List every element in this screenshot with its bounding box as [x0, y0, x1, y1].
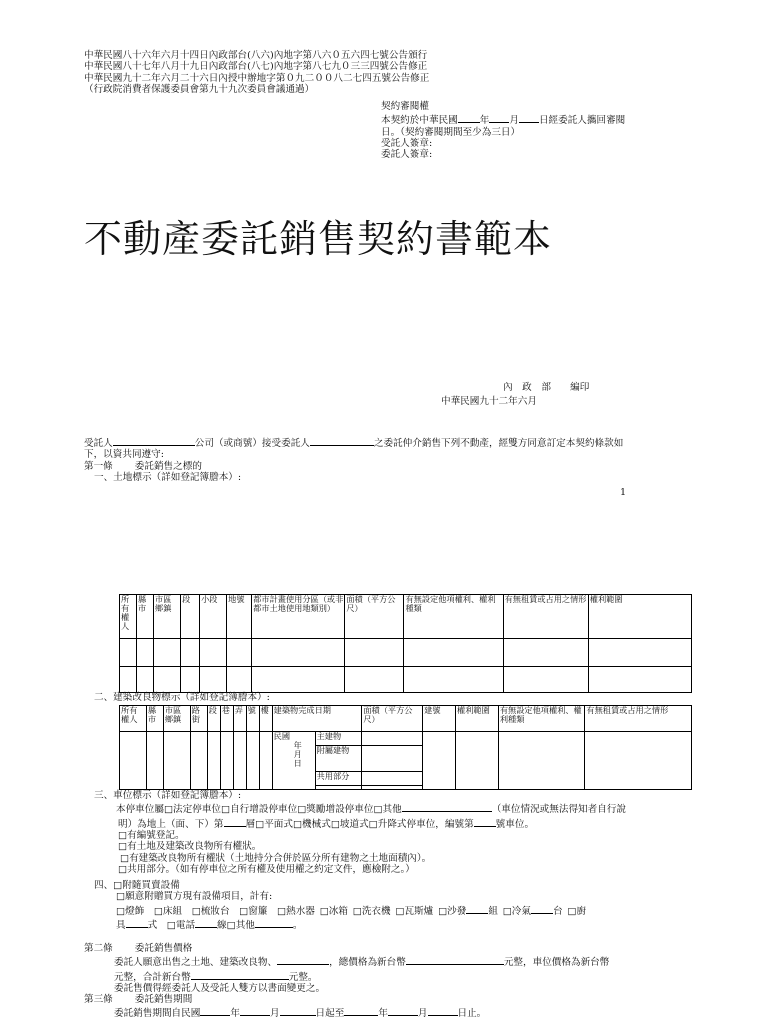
parking-line6[interactable]: □共用部分。（如有停車位之所有權及使用權之約定文件，應檢附之。） [118, 863, 415, 875]
land-table [119, 594, 692, 693]
end-month-blank[interactable] [388, 1005, 418, 1016]
parking-other-blank[interactable] [402, 801, 492, 812]
date-label: 月 [293, 749, 302, 760]
article2 [84, 943, 609, 994]
sofa-count-blank[interactable] [466, 903, 488, 914]
start-year-blank[interactable] [200, 1005, 230, 1016]
page-number: 1 [620, 487, 627, 498]
trustee-sign: 受託人簽章: [381, 137, 433, 149]
bld-header-section: 段 [207, 706, 220, 732]
kitchen-style-blank[interactable] [126, 917, 148, 928]
property-blank[interactable] [277, 954, 329, 965]
parking-heading: 三、車位標示（詳如登記簿謄本）: [94, 790, 242, 801]
bld-header-no: 建號 [423, 706, 456, 732]
land-header-scope: 權利範圍 [588, 595, 691, 639]
article2-heading: 第二條 委託銷售價格 [84, 943, 193, 954]
header-notices [84, 50, 429, 95]
land-header-lot: 地號 [227, 595, 252, 639]
other-equipment-blank[interactable] [255, 917, 293, 928]
land-header-section: 段 [181, 595, 200, 639]
equipment-item[interactable]: □洗衣機 [352, 905, 391, 917]
bld-header-lease: 有無租賃或占用之情形 [585, 706, 692, 732]
land-header-lease: 有無租賃或占用之情形 [503, 595, 588, 639]
total-price-blank[interactable] [406, 954, 504, 965]
land-section-heading: 一、土地標示（詳如登記簿謄本）: [94, 471, 242, 483]
equipment-item[interactable]: □廚 [567, 905, 587, 917]
equipment-heading[interactable]: 四、□附隨買賣設備 [94, 880, 180, 891]
area-label-main: 主建物 [315, 732, 362, 746]
land-row [120, 667, 692, 693]
bld-header-number: 號 [246, 706, 259, 732]
review-day-blank[interactable] [519, 112, 539, 123]
notice-line: 中華民國八十七年八月十九日內政部台(八七)內地字第八七九０三三四號公告修正 [84, 61, 428, 73]
equipment-item[interactable]: □梳妝台 [191, 905, 230, 917]
equipment-section [94, 880, 586, 931]
parking-section [94, 790, 626, 875]
article3 [84, 994, 486, 1020]
equipment-item[interactable]: □冷氣 [502, 905, 531, 917]
notice-line: 中華民國九十二年六月二十六日內授中辦地字第０九二００八二七四五號公告修正 [84, 72, 430, 84]
end-year-blank[interactable] [344, 1005, 378, 1016]
bld-date-cell[interactable] [272, 732, 315, 790]
review-block [381, 101, 625, 161]
equipment-item[interactable]: □瓦斯爐 [395, 905, 434, 917]
notice-line: （行政院消費者保護委員會第九十九次委員會議通過） [84, 83, 315, 95]
phone-lines-blank[interactable] [195, 917, 217, 928]
land-header-rights: 有無設定他項權利、權利種類 [404, 595, 503, 639]
equipment-item[interactable]: □熱水器 [277, 905, 315, 917]
equipment-line3: 具 式 □電話 線□其他 。 [94, 917, 586, 931]
article2-line2: 元整，合計新台幣 元整。 [84, 969, 609, 983]
land-header-owner: 所有權人 [120, 595, 137, 639]
equipment-item[interactable]: □窗簾 [239, 905, 268, 917]
bld-header-area: 面積（平方公尺） [362, 706, 423, 732]
article2-line3: 委託售價得經委託人及受託人雙方以書面變更之。 [114, 982, 326, 994]
equipment-item[interactable]: □床組 [153, 905, 183, 917]
parking-line4[interactable]: □有土地及建築改良物所有權狀。 [118, 841, 262, 853]
area-label-annex: 附屬建物 [315, 746, 362, 772]
review-month-blank[interactable] [489, 112, 509, 123]
article2-line1: 委託人願意出售之土地、建築改良物、 ，總價格為新台幣 元整，車位價格為新台幣 [84, 954, 609, 968]
bld-header-scope: 權利範圍 [456, 706, 499, 732]
trustee-blank[interactable] [113, 435, 195, 446]
start-day-blank[interactable] [280, 1005, 316, 1016]
principal-sign: 委託人簽章: [381, 149, 433, 161]
intro-line1: 受託人 公司（或商號）接受委託人 之委託仲介銷售下列不動產，經雙方同意訂定本契約條款如 [84, 435, 623, 449]
parking-line2: 明）為地上（面、下）第 層□平面式□機械式□坡道式□升降式停車位，編號第 號車位。 [94, 816, 626, 830]
review-year-blank[interactable] [458, 112, 480, 123]
page-title: 不動產委託銷售契約書範本 [84, 217, 553, 261]
equipment-item[interactable]: □燈飾 [116, 905, 145, 917]
equipment-item[interactable]: □冰箱 [319, 905, 348, 917]
review-heading: 契約審閱權 [381, 101, 429, 112]
equipment-items: □燈飾 □床組 □梳妝台 □窗簾 □熱水器 □冰箱 □洗衣機 □瓦斯爐 □沙發 組 □冷氣 台 □廚 [94, 903, 586, 917]
parking-line3[interactable]: □有編號登記。 [118, 829, 185, 841]
bld-header-floor: 樓 [259, 706, 272, 732]
bld-header-rights: 有無設定他項權利、權利種類 [498, 706, 585, 732]
bld-header-road: 路街 [190, 706, 207, 732]
intro-line2: 下，以資共同遵守: [84, 449, 164, 461]
land-header-subsection: 小段 [200, 595, 227, 639]
land-row [120, 639, 692, 667]
end-day-blank[interactable] [428, 1005, 458, 1016]
land-header-zoning: 都市計畫使用分區（或非都市土地使用地類別） [252, 595, 345, 639]
parking-floor-blank[interactable] [224, 816, 246, 827]
parking-no-blank[interactable] [474, 816, 496, 827]
review-line1: 本契約於中華民國 年 月 日經委託人攜回審閱 [381, 112, 625, 126]
bld-header-lane: 巷 [220, 706, 233, 732]
ac-count-blank[interactable] [531, 903, 553, 914]
bld-header-county: 縣市 [146, 706, 163, 732]
start-month-blank[interactable] [240, 1005, 270, 1016]
publish-date: 中華民國九十二年六月 [441, 396, 537, 407]
parking-line5[interactable]: □有建築改良物所有權狀（土地持分合併於區分所有建物之土地面積內）。 [120, 852, 432, 864]
bld-header-district: 市區鄉鎮 [163, 706, 190, 732]
bld-header-owner: 所有權人 [120, 706, 147, 732]
building-section-heading: 二、建築改良物標示（詳如登記簿謄本）: [94, 692, 270, 703]
date-label: 日 [293, 758, 302, 769]
date-label: 民國 [273, 731, 291, 741]
building-table [119, 705, 692, 790]
area-label-common: 共用部分 [315, 772, 362, 786]
principal-blank[interactable] [310, 435, 374, 446]
sum-price-blank[interactable] [191, 969, 289, 980]
intro [84, 435, 623, 483]
land-header-district: 市區鄉鎮 [154, 595, 181, 639]
equipment-line1[interactable]: □願意附贈買方現有設備項目，計有: [116, 891, 273, 903]
notice-line: 中華民國八十六年六月十四日內政部台(八六)內地字第八六０五六四七號公告頒行 [84, 50, 428, 61]
equipment-item[interactable]: □沙發 [438, 905, 467, 917]
land-header-county: 縣市 [137, 595, 154, 639]
date-label: 年 [293, 740, 302, 751]
article3-line1: 委託銷售期間自民國 年 月 日起至 年 月 日止。 [84, 1005, 486, 1019]
bld-header-alley: 弄 [233, 706, 246, 732]
article3-heading: 第三條 委託銷售期間 [84, 994, 193, 1005]
review-line2: 日。（契約審閱期間至少為三日） [381, 126, 521, 138]
article1-heading: 第一條 委託銷售之標的 [84, 460, 202, 472]
bld-header-date: 建築物完成日期 [272, 706, 362, 732]
land-header-area: 面積（平方公尺） [345, 595, 404, 639]
parking-line1: 本停車位屬□法定停車位□自行增設停車位□獎勵增設停車位□其他 （車位情況或無法得知者自行說 [94, 801, 626, 815]
publisher: 內 政 部 編印 [503, 382, 590, 393]
